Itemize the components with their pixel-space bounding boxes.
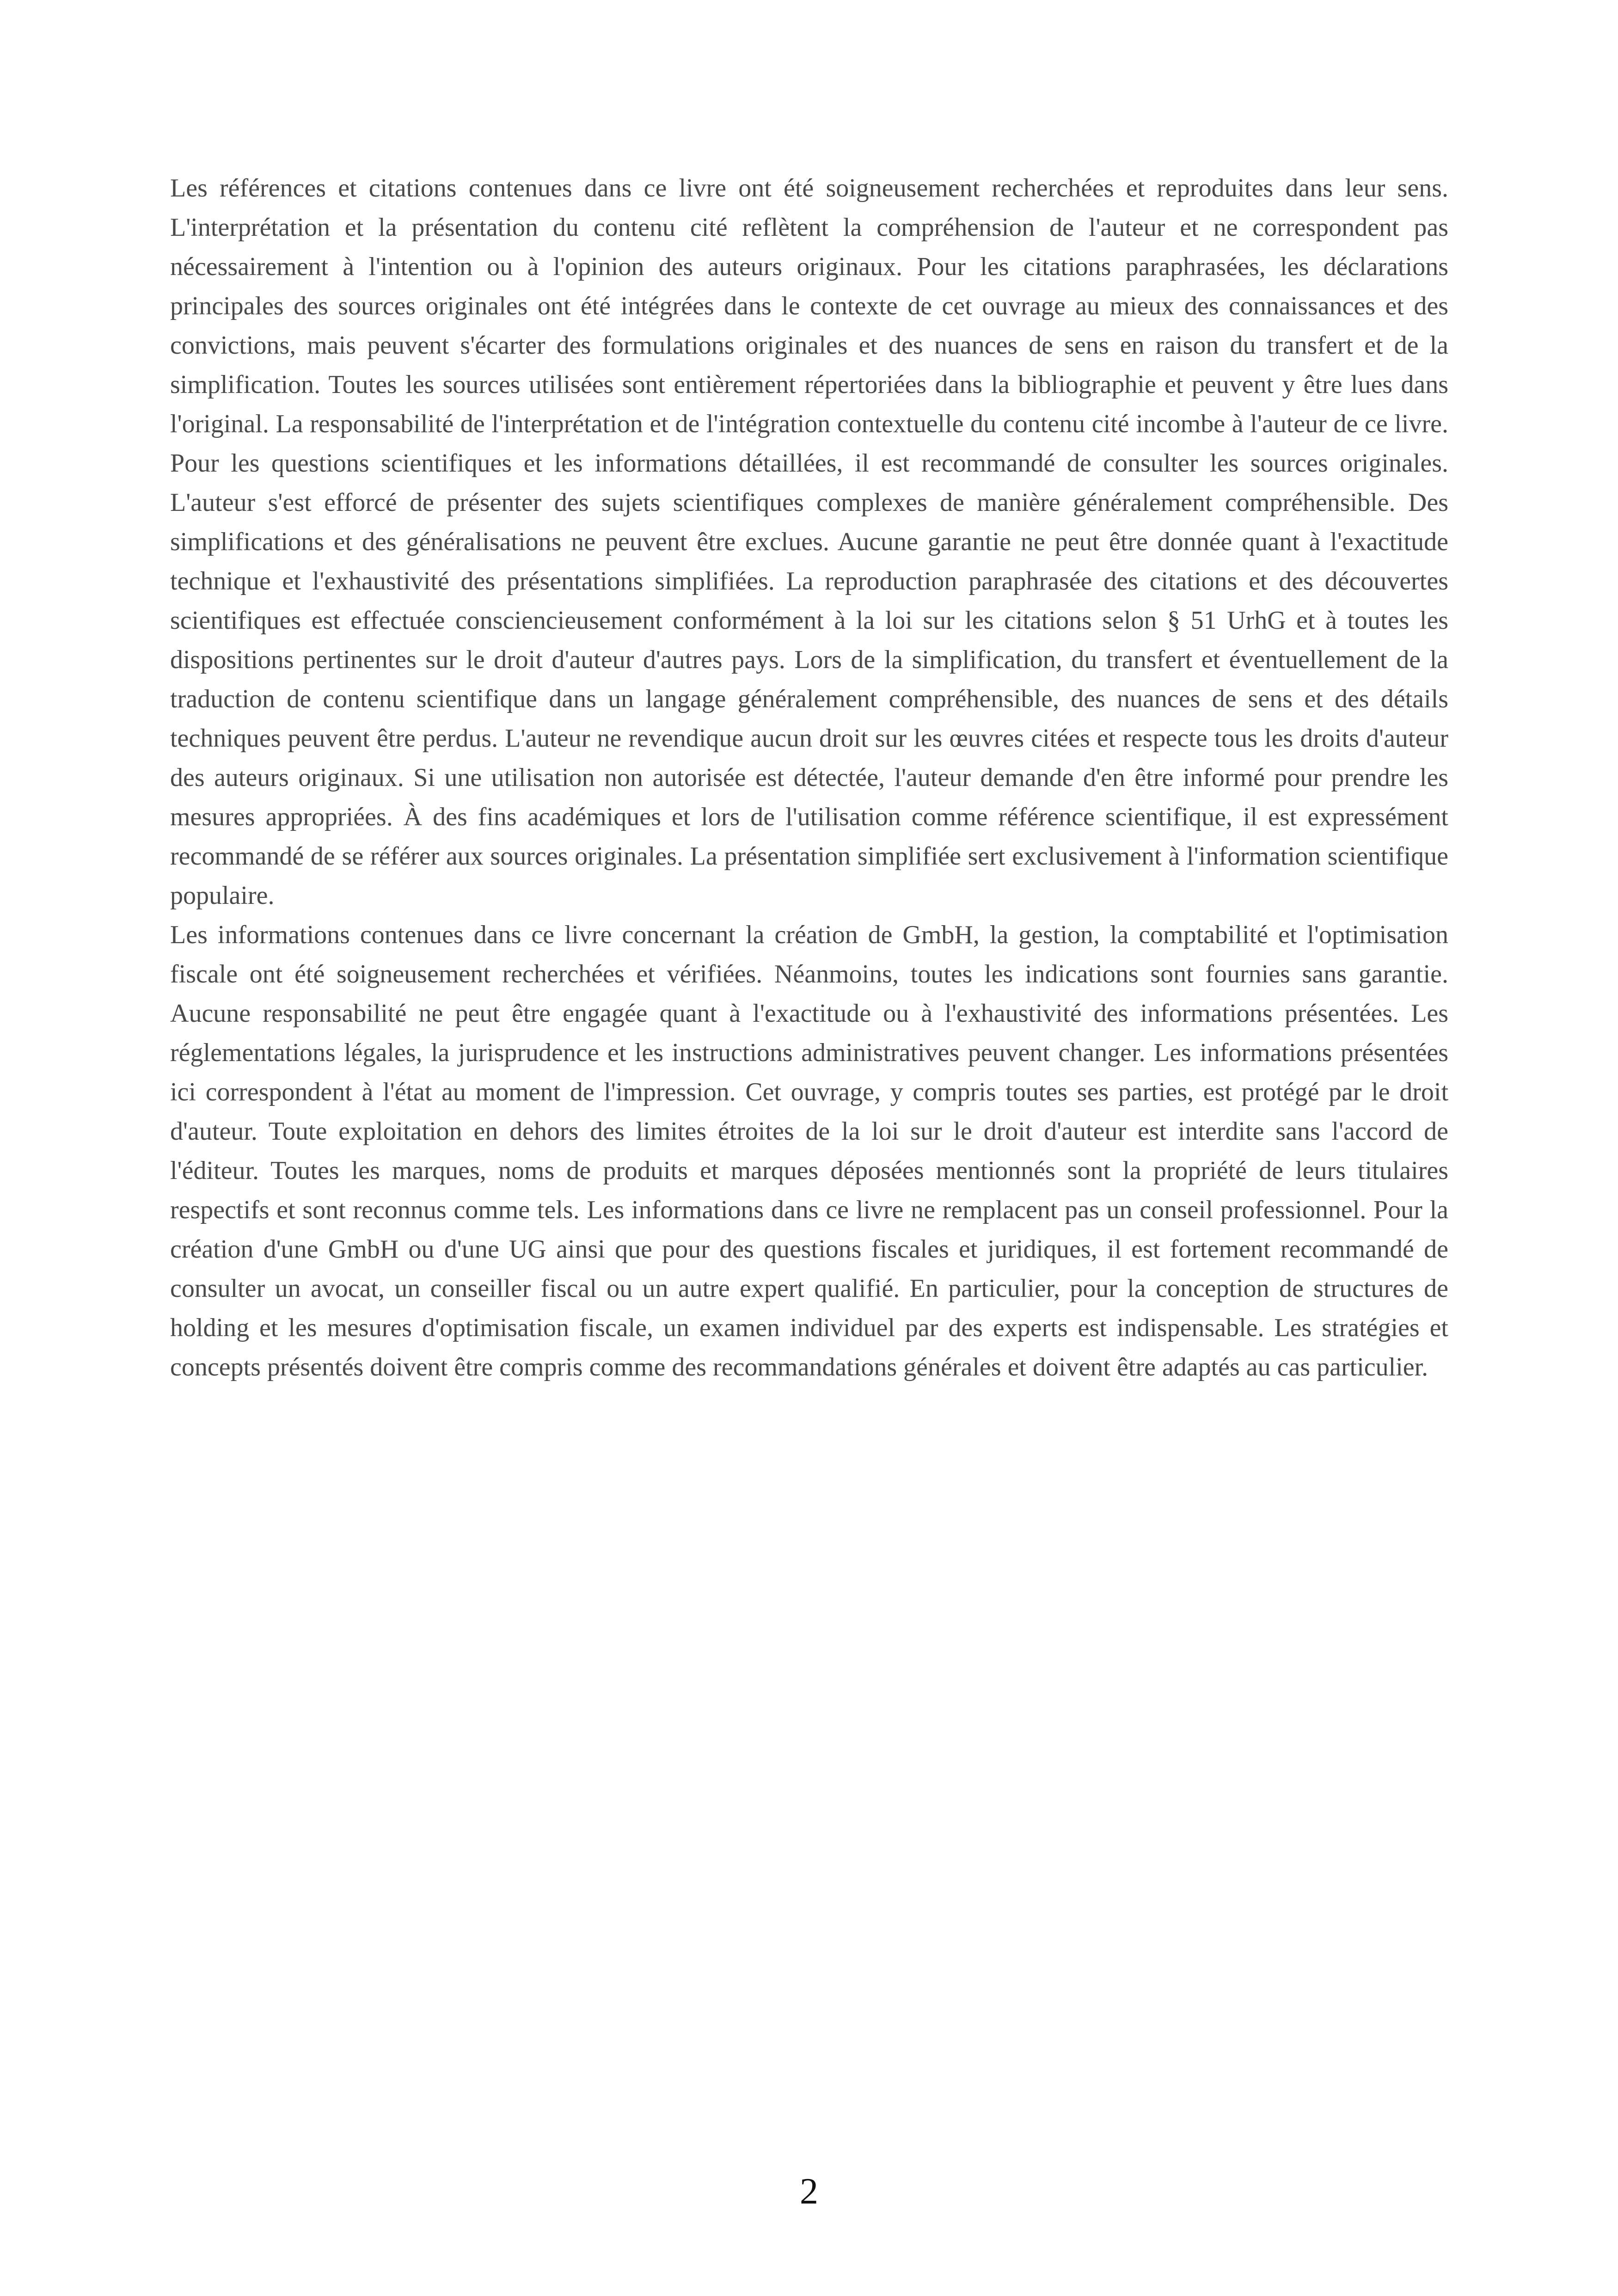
page-number: 2 xyxy=(800,2171,818,2212)
document-body xyxy=(170,169,1448,1387)
disclaimer-citations-paragraph: Les références et citations contenues dans ce livre ont été soigneusement recherchées et reproduites dans leur sens. L'interprétation et la présentation du contenu cité reflètent la compréhension de l'auteur et ne correspondent pas nécessairement à l'intention ou à l'opinion des auteurs originaux. Pour les citations paraphrasées, les déclarations principales des sources originales ont été intégrées dans le contexte de cet ouvrage au mieux des connaissances et des convictions, mais peuvent s'écarter des formulations originales et des nuances de sens en raison du transfert et de la simplification. Toutes les sources utilisées sont entièrement répertoriées dans la bibliographie et peuvent y être lues dans l'original. La responsabilité de l'interprétation et de l'intégration contextuelle du contenu cité incombe à l'auteur de ce livre. Pour les questions scientifiques et les informations détaillées, il est recommandé de consulter les sources originales. L'auteur s'est efforcé de présenter des sujets scientifiques complexes de manière généralement compréhensible. Des simplifications et des généralisations ne peuvent être exclues. Aucune garantie ne peut être donnée quant à l'exactitude technique et l'exhaustivité des présentations simplifiées. La reproduction paraphrasée des citations et des découvertes scientifiques est effectuée consciencieusement conformément à la loi sur les citations selon § 51 UrhG et à toutes les dispositions pertinentes sur le droit d'auteur d'autres pays. Lors de la simplification, du transfert et éventuellement de la traduction de contenu scientifique dans un langage généralement compréhensible, des nuances de sens et des détails techniques peuvent être perdus. L'auteur ne revendique aucun droit sur les œuvres citées et respecte tous les droits d'auteur des auteurs originaux. Si une utilisation non autorisée est détectée, l'auteur demande d'en être informé pour prendre les mesures appropriées. À des fins académiques et lors de l'utilisation comme référence scientifique, il est expressément recommandé de se référer aux sources originales. La présentation simplifiée sert exclusivement à l'information scientifique populaire. xyxy=(170,174,1448,910)
disclaimer-legal-paragraph: Les informations contenues dans ce livre concernant la création de GmbH, la gestion, la comptabilité et l'optimisation fiscale ont été soigneusement recherchées et vérifiées. Néanmoins, toutes les indications sont fournies sans garantie. Aucune responsabilité ne peut être engagée quant à l'exactitude ou à l'exhaustivité des informations présentées. Les réglementations légales, la jurisprudence et les instructions administratives peuvent changer. Les informations présentées ici correspondent à l'état au moment de l'impression. Cet ouvrage, y compris toutes ses parties, est protégé par le droit d'auteur. Toute exploitation en dehors des limites étroites de la loi sur le droit d'auteur est interdite sans l'accord de l'éditeur. Toutes les marques, noms de produits et marques déposées mentionnés sont la propriété de leurs titulaires respectifs et sont reconnus comme tels. Les informations dans ce livre ne remplacent pas un conseil professionnel. Pour la création d'une GmbH ou d'une UG ainsi que pour des questions fiscales et juridiques, il est fortement recommandé de consulter un avocat, un conseiller fiscal ou un autre expert qualifié. En particulier, pour la conception de structures de holding et les mesures d'optimisation fiscale, un examen individuel par des experts est indispensable. Les stratégies et concepts présentés doivent être compris comme des recommandations générales et doivent être adaptés au cas particulier. xyxy=(170,921,1448,1381)
